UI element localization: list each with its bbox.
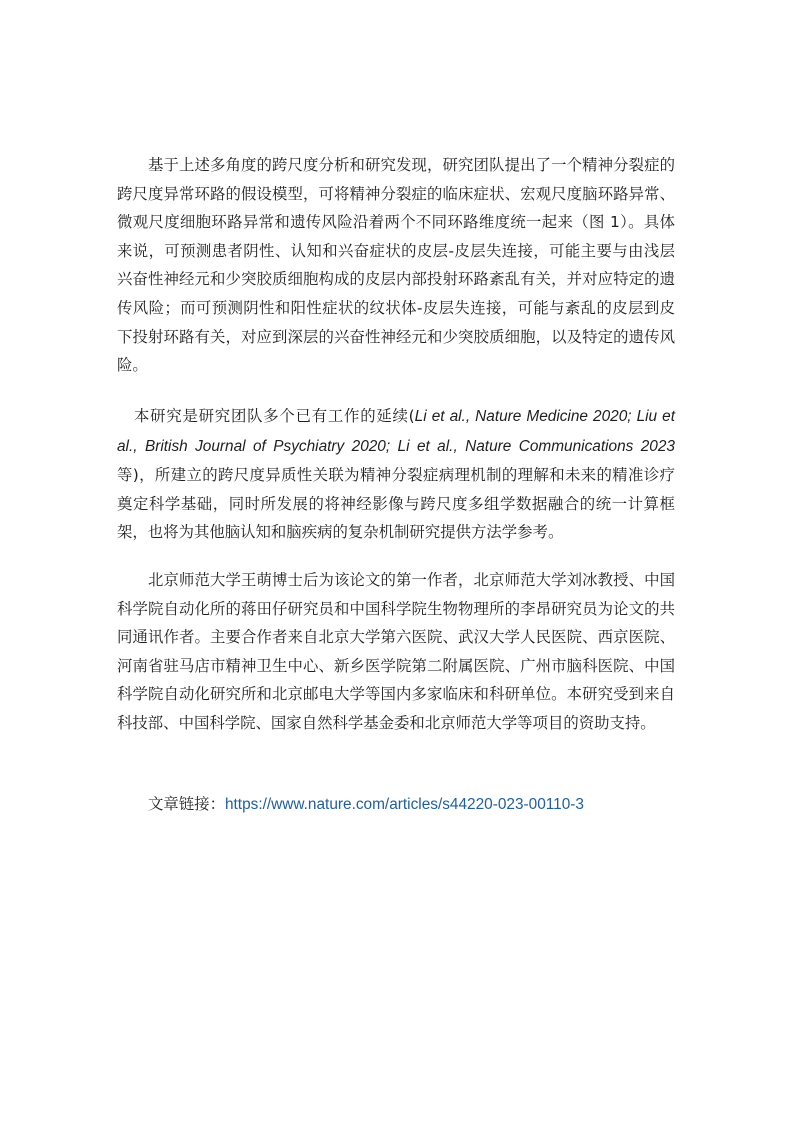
paragraph-article-link (117, 790, 675, 820)
paragraph-prior-work (117, 402, 675, 547)
article-link[interactable]: https://www.nature.com/articles/s44220-023-00110-3 (224, 796, 584, 813)
paragraph-hypothesis-model (117, 151, 675, 380)
authors-text: 北京师范大学王萌博士后为该论文的第一作者，北京师范大学刘冰教授、中国科学院自动化所的蒋田仔研究员和中国科学院生物物理所的李昂研究员为论文的共同通讯作者。主要合作者来自北京大学第六医院、武汉大学人民医院、西京医院、河南省驻马店市精神卫生中心、新乡医学院第二附属医院、广州市脑科医院、中国科学院自动化研究所和北京邮电大学等国内多家临床和科研单位。本研究受到来自科技部、中国科学院、国家自然科学基金委和北京师范大学等项目的资助支持。 (117, 571, 675, 732)
paragraph-authors (117, 566, 675, 738)
references-text: Li et al., Nature Medicine 2020; Liu et al., British Journal of Psychiatry 2020; Li et al., Nature Communications 2023 (117, 408, 675, 455)
paragraph-hypothesis-text: 基于上述多角度的跨尺度分析和研究发现，研究团队提出了一个精神分裂症的跨尺度异常环路的假设模型，可将精神分裂症的临床症状、宏观尺度脑环路异常、微观尺度细胞环路异常和遗传风险沿着两个不同环路维度统一起来（图 1）。具体来说，可预测患者阴性、认知和兴奋症状的皮层-皮层失连接，可能主要与由浅层兴奋性神经元和少突胶质细胞构成的皮层内部投射环路紊乱有关，并对应特定的遗传风险；而可预测阴性和阳性症状的纹状体-皮层失连接，可能与紊乱的皮层到皮下投射环路有关，对应到深层的兴奋性神经元和少突胶质细胞，以及特定的遗传风险。 (117, 156, 675, 375)
prior-work-intro-text: 本研究是研究团队多个已有工作的延续( (134, 407, 415, 425)
prior-work-conclusion-text: 等)，所建立的跨尺度异质性关联为精神分裂症病理机制的理解和未来的精准诊疗奠定科学基础，同时所发展的将神经影像与跨尺度多组学数据融合的统一计算框架，也将为其他脑认知和脑疾病的复杂机制研究提供方法学参考。 (117, 466, 675, 542)
article-link-label: 文章链接： (148, 795, 225, 813)
